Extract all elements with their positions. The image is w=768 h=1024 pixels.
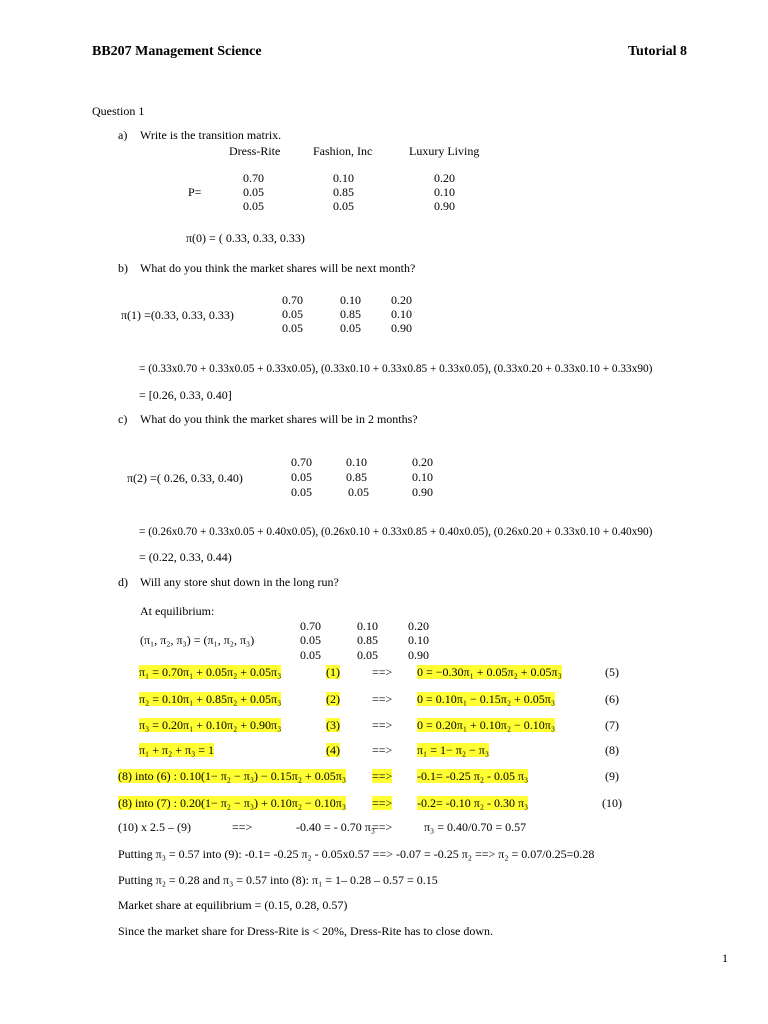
part-a-label: a) — [118, 128, 128, 142]
tutorial-title: Tutorial 8 — [628, 44, 687, 59]
equation-6-num: (6) — [605, 692, 619, 706]
substitution-6: (8) into (6) : 0.10(1− π₂ − π₃) − 0.15π₂ + 0.05π₃ — [118, 769, 347, 783]
part-b-text: What do you think the market shares will be next month? — [140, 261, 416, 275]
p-label: P= — [188, 185, 202, 199]
part-c-text: What do you think the market shares will be in 2 months? — [140, 412, 418, 426]
column-fashion-inc: Fashion, Inc — [313, 144, 373, 158]
matrix-a-cell: 0.05 — [243, 199, 264, 213]
column-luxury-living: Luxury Living — [409, 144, 480, 158]
step-10-arrow-1: ==> — [232, 820, 253, 834]
equation-7-num: (7) — [605, 718, 619, 732]
equation-8: π₁ = 1− π₂ − π₃ — [417, 743, 490, 757]
part-b-calc: = (0.33x0.70 + 0.33x0.05 + 0.33x0.05), (0.33x0.10 + 0.33x0.85 + 0.33x0.05), (0.33x0.20 + 0.33x0.10 + 0.33x90) — [139, 363, 653, 375]
matrix-b-cell: 0.70 — [282, 293, 303, 307]
equation-2-num: (2) — [326, 692, 340, 706]
matrix-c-cell: 0.05 — [291, 470, 312, 484]
pi-equilibrium: (π₁, π₂, π₃) = (π₁, π₂, π₃) — [140, 633, 255, 647]
market-share-equilibrium: Market share at equilibrium = (0.15, 0.28, 0.57) — [118, 898, 348, 912]
matrix-c-cell: 0.85 — [346, 470, 367, 484]
substitution-7-arrow: ==> — [372, 796, 393, 810]
matrix-b-cell: 0.10 — [391, 307, 412, 321]
matrix-c-cell: 0.20 — [412, 455, 433, 469]
matrix-c-cell: 0.70 — [291, 455, 312, 469]
matrix-c-cell: 0.90 — [412, 485, 433, 499]
matrix-b-cell: 0.85 — [340, 307, 361, 321]
equation-3-left: π₃ = 0.20π₁ + 0.10π₂ + 0.90π₃ — [139, 718, 282, 732]
equation-4-left: π₁ + π₂ + π₃ = 1 — [139, 743, 215, 757]
matrix-a-cell: 0.10 — [333, 171, 354, 185]
equation-1-num: (1) — [326, 665, 340, 679]
matrix-a-cell: 0.85 — [333, 185, 354, 199]
matrix-b-cell: 0.20 — [391, 293, 412, 307]
matrix-c-cell: 0.10 — [346, 455, 367, 469]
matrix-b-cell: 0.10 — [340, 293, 361, 307]
matrix-b-cell: 0.90 — [391, 321, 412, 335]
equation-8-num: (8) — [605, 743, 619, 757]
equation-3-num: (3) — [326, 718, 340, 732]
matrix-d-cell: 0.90 — [408, 648, 429, 662]
page-number: 1 — [722, 951, 728, 965]
matrix-a-cell: 0.05 — [333, 199, 354, 213]
matrix-d-cell: 0.85 — [357, 633, 378, 647]
matrix-d-cell: 0.70 — [300, 619, 321, 633]
part-b-result: = [0.26, 0.33, 0.40] — [139, 388, 232, 402]
equation-1-arrow: ==> — [372, 665, 393, 679]
equation-10: -0.2= -0.10 π₂ - 0.30 π₃ — [417, 796, 529, 810]
equation-9: -0.1= -0.25 π₂ - 0.05 π₃ — [417, 769, 529, 783]
part-c-label: c) — [118, 412, 128, 426]
matrix-d-cell: 0.10 — [357, 619, 378, 633]
step-10-arrow-2: ==> — [372, 820, 393, 834]
substitution-7: (8) into (7) : 0.20(1− π₂ − π₃) + 0.10π₂ − 0.10π₃ — [118, 796, 347, 810]
equation-3-arrow: ==> — [372, 718, 393, 732]
equation-4-arrow: ==> — [372, 743, 393, 757]
pi0-line: π(0) = ( 0.33, 0.33, 0.33) — [186, 231, 305, 245]
course-title: BB207 Management Science — [92, 44, 262, 59]
equation-5: 0 = −0.30π₁ + 0.05π₂ + 0.05π₃ — [417, 665, 562, 679]
part-c-result: = (0.22, 0.33, 0.44) — [139, 550, 232, 564]
matrix-d-cell: 0.20 — [408, 619, 429, 633]
conclusion: Since the market share for Dress-Rite is < 20%, Dress-Rite has to close down. — [118, 924, 494, 938]
substitution-6-arrow: ==> — [372, 769, 393, 783]
equation-1-left: π₁ = 0.70π₁ + 0.05π₂ + 0.05π₃ — [139, 665, 282, 679]
putting-pi3: Putting π₃ = 0.57 into (9): -0.1= -0.25 π₂ - 0.05x0.57 ==> -0.07 = -0.25 π₂ ==> π₂ = 0.07/0.25=0.28 — [118, 847, 595, 861]
equation-4-num: (4) — [326, 743, 340, 757]
equation-6: 0 = 0.10π₁ − 0.15π₂ + 0.05π₃ — [417, 692, 556, 706]
matrix-d-cell: 0.10 — [408, 633, 429, 647]
part-b-label: b) — [118, 261, 128, 275]
step-10-right: π₃ = 0.40/0.70 = 0.57 — [424, 820, 527, 834]
step-10-left: (10) x 2.5 – (9) — [118, 820, 191, 834]
pi1-label: π(1) =(0.33, 0.33, 0.33) — [121, 308, 234, 322]
equation-9-num: (9) — [605, 769, 619, 783]
matrix-c-cell: 0.10 — [412, 470, 433, 484]
part-c-calc: = (0.26x0.70 + 0.33x0.05 + 0.40x0.05), (0.26x0.10 + 0.33x0.85 + 0.40x0.05), (0.26x0.20 + 0.33x0.10 + 0.40x90) — [139, 526, 653, 538]
equilibrium-label: At equilibrium: — [140, 604, 215, 618]
matrix-a-cell: 0.10 — [434, 185, 455, 199]
column-dress-rite: Dress-Rite — [229, 144, 281, 158]
matrix-d-cell: 0.05 — [357, 648, 378, 662]
part-d-label: d) — [118, 575, 128, 589]
equation-2-arrow: ==> — [372, 692, 393, 706]
matrix-c-cell: 0.05 — [291, 485, 312, 499]
matrix-c-cell: 0.05 — [348, 485, 369, 499]
matrix-b-cell: 0.05 — [282, 321, 303, 335]
matrix-a-cell: 0.20 — [434, 171, 455, 185]
equation-2-left: π₂ = 0.10π₁ + 0.85π₂ + 0.05π₃ — [139, 692, 282, 706]
pi2-label: π(2) =( 0.26, 0.33, 0.40) — [127, 471, 243, 485]
question-heading: Question 1 — [92, 104, 145, 118]
equation-5-num: (5) — [605, 665, 619, 679]
matrix-b-cell: 0.05 — [282, 307, 303, 321]
step-10-mid: -0.40 = - 0.70 π₃ — [296, 820, 376, 834]
part-d-text: Will any store shut down in the long run? — [140, 575, 339, 589]
matrix-d-cell: 0.05 — [300, 648, 321, 662]
matrix-a-cell: 0.05 — [243, 185, 264, 199]
matrix-a-cell: 0.70 — [243, 171, 264, 185]
matrix-b-cell: 0.05 — [340, 321, 361, 335]
equation-7: 0 = 0.20π₁ + 0.10π₂ − 0.10π₃ — [417, 718, 556, 732]
equation-10-num: (10) — [602, 796, 622, 810]
matrix-d-cell: 0.05 — [300, 633, 321, 647]
part-a-text: Write is the transition matrix. — [140, 128, 282, 142]
putting-pi2-pi3: Putting π₂ = 0.28 and π₃ = 0.57 into (8): π₁ = 1– 0.28 – 0.57 = 0.15 — [118, 873, 438, 887]
matrix-a-cell: 0.90 — [434, 199, 455, 213]
